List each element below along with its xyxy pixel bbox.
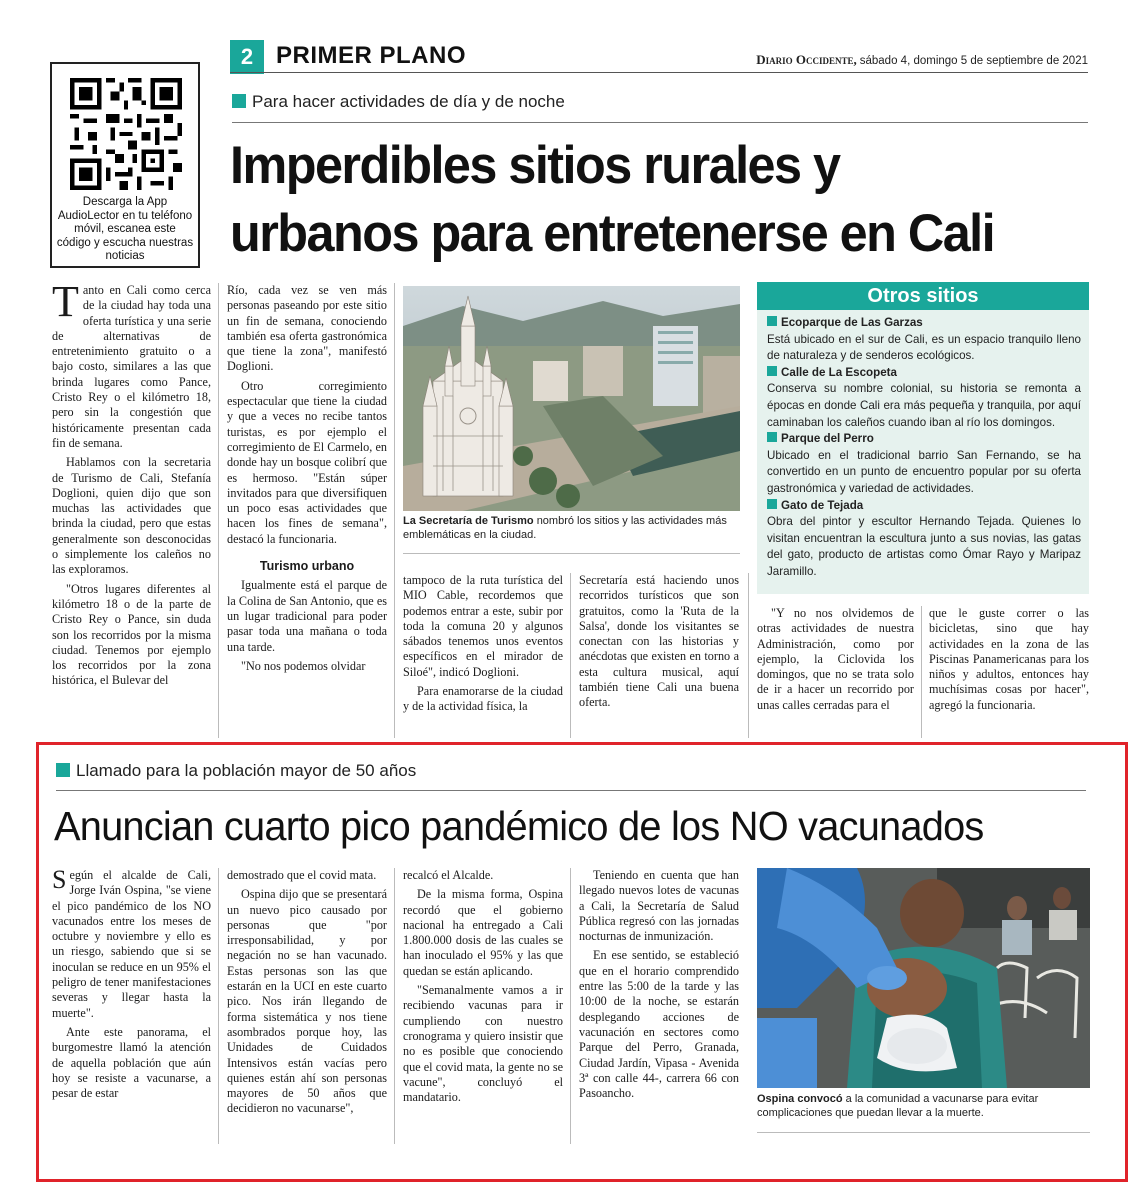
- sidebar-item: Ecoparque de Las Garzas Está ubicado en el sur de Cali, es un espacio tranquilo lleno de naturaleza y de senderos ecológicos.: [767, 316, 1081, 363]
- story1-kicker: Para hacer actividades de día y de noche: [232, 92, 565, 112]
- story2-column-3: recalcó el Alcalde. De la misma forma, Ospina recordó que el gobierno nacional ha entregado a Cali 1.800.000 dosis de las cuales se han inoculado el 95% y las que quedan se están aplicando. "Semanalmente vamos a ir recibiendo vacunas para ir cumpliendo con nuestro cronograma y quiero insistir que no es posible que conociendo que el covid mata, la gente no se vacune", concluyó el mandatario.: [403, 868, 563, 1105]
- section-title: PRIMER PLANO: [276, 42, 467, 69]
- column-divider: [921, 606, 922, 738]
- column-divider: [748, 573, 749, 738]
- column-divider: [394, 283, 395, 738]
- kicker-rule: [232, 122, 1088, 123]
- header-rule: [230, 72, 1088, 73]
- subhead-turismo-urbano: Turismo urbano: [259, 559, 355, 574]
- story2-kicker: Llamado para la población mayor de 50 años: [56, 761, 416, 781]
- column-divider: [394, 868, 395, 1144]
- story1-column-6: que le guste correr o las bicicletas, sino que hay actividades en la zona de las Piscinas Panamericanas para los niños y adultos, entonces hay muchísimas cosas por hacer", agregó la funcionaria.: [929, 606, 1089, 712]
- sidebar-list: [757, 310, 1089, 581]
- photo2-caption: Ospina convocó a la comunidad a vacunarse para evitar complicaciones que puedan llevar a la muerte.: [757, 1093, 1039, 1119]
- sidebar-item: Parque del Perro Ubicado en el tradicional barrio San Fernando, se ha convertido en un punto de encuentro popular por su oferta gastronómica y variedad de actividades.: [767, 432, 1081, 495]
- kicker-square-icon: [56, 763, 70, 777]
- caption-rule: [403, 553, 740, 554]
- story1-column-5: "Y no nos olvidemos de otras actividades de nuestra Administración, como por ejemplo, la Ciclovida los domingos, que no se trata solo de ir a hacer un recorrido por unas calles cerradas para el: [757, 606, 914, 712]
- dropcap: T: [52, 283, 79, 326]
- kicker-square-icon: [232, 94, 246, 108]
- story1-column-4: Secretaría está haciendo unos recorridos turísticos que son gratuitos, como la 'Ruta de la Salsa', donde los visitantes se conectan con las historias y anécdotas que existen en torno a esta cultura musical, aquí también tiene Cali una buena oferta.: [579, 573, 739, 710]
- story2-column-4: Teniendo en cuenta que han llegado nuevos lotes de vacunas a Cali, la Secretaría de Salud Pública regresó con las jornadas nocturnas de inmunización. En ese sentido, se estableció que en el horario comprendido entre las 5:00 de la tarde y las 10:00 de la noche, se estarán desplegando acciones de vacunación en sectores como Parque del Perro, Granada, Ciudad Jardín, Vipasa - Avenida 3ª con calle 44-, carrera 66 con Pasoancho.: [579, 868, 739, 1101]
- paper-name: Diario Occidente,: [756, 52, 857, 67]
- kicker-rule: [56, 790, 1086, 791]
- caption-rule: [757, 1132, 1090, 1133]
- story1-headline: Imperdibles sitios rurales y urbanos para entretenerse en Cali: [230, 136, 995, 263]
- story1-column-1: Tanto en Cali como cerca de la ciudad hay toda una oferta turística y una serie de alternativas de entretenimiento gratuito o a bajo costo, similares a las que brinda lugares como Pance, Cristo Rey o el kilómetro 18, pero sin la congestión que históricamente presentan cada fin de semana. Hablamos con la secretaria de Turismo de Cali, Stefanía Doglioni, quien dijo que son muchas las actividades que brinda la ciudad, pero que estas generalmente son desconocidas o simplemente los caleños no las exploramos. "Otros lugares diferentes al kilómetro 18 o de la parte de Cristo Rey o Pance, sin duda son los recorridos por la misma ciudad. Tenemos por ejemplo los recorridos por la zona histórica, el Bulevar del: [52, 283, 211, 688]
- otros-sitios-sidebar: [757, 282, 1089, 594]
- qr-code-image[interactable]: [70, 78, 182, 190]
- story2-column-2: demostrado que el covid mata. Ospina dijo que se presentará un nuevo pico causado por personas que "por irresponsabilidad, y por negación no se han vacunado. Estas personas son las que estarán en la UCI en este cuarto pico. Nos irán llegando de forma sistemática y nos tiene asombrados porque hoy, las Unidades de Cuidados Intensivos están vacías pero quienes están ahí son personas mayores de 50 años que decidieron no vacunarse",: [227, 868, 387, 1116]
- column-divider: [570, 868, 571, 1144]
- sidebar-item: Calle de La Escopeta Conserva su nombre colonial, su historia se remonta a épocas en donde Cali era más pequeña y tranquila, por aquí caminaban los caleños cuando iban al río los domingos.: [767, 365, 1081, 429]
- sidebar-title: Otros sitios: [757, 282, 1089, 310]
- story2-column-1: Según el alcalde de Cali, Jorge Iván Ospina, "se viene el pico pandémico de los NO vacunados entre los meses de octubre y noviembre y ello es un riesgo, sabiendo que si se inoculan se reduce en un 95% el peligro de tener manifestaciones severas y llegar hasta la muerte". Ante este panorama, el burgomestre llamó la atención de aquella población que aún hoy se resiste a vacunarse, a pesar de estar: [52, 868, 211, 1101]
- church-city-photo: [403, 286, 740, 511]
- sidebar-item: Gato de Tejada Obra del pintor y escultor Hernando Tejada. Quienes lo visitan encuentran la escultura junto a sus novias, las gatas del gato, producto de artistas como Ómar Rayo y Maripaz Jaramillo.: [767, 498, 1081, 578]
- column-divider: [218, 868, 219, 1144]
- story2-headline: Anuncian cuarto pico pandémico de los NO vacunados: [54, 803, 984, 849]
- vaccination-photo: [757, 868, 1090, 1088]
- audiolector-caption: Descarga la App AudioLector en tu teléfono móvil, escanea este código y escucha nuestras noticias: [56, 196, 194, 262]
- story1-column-3: tampoco de la ruta turística del MIO Cable, recordemos que podemos entrar a este, subir por toda la comuna 20 y algunos sábados tenemos unos eventos específicos en el mirador de Siloé", indicó Doglioni. Para enamorarse de la ciudad y de la actividad física, la: [403, 573, 563, 714]
- dropcap: S: [52, 868, 67, 894]
- header-dateline: [756, 52, 1088, 68]
- column-divider: [218, 283, 219, 738]
- photo1-caption: La Secretaría de Turismo nombró los sitios y las actividades más emblemáticas en la ciudad.: [403, 515, 727, 541]
- story1-column-2: Río, cada vez se ven más personas paseando por este sitio un fin de semana, conociendo también esa oferta gastronómica que tiene la zona", manifestó Doglioni. Otro corregimiento espectacular que tiene la ciudad y que a veces no recibe tantos turistas, es por ejemplo el corregimiento de El Carmelo, en donde hay un bosque colibrí que es hermoso. "Están súper invitados para que diversifiquen un poco esas actividades que hacen los fines de semana", destacó la funcionaria. Turismo urbano Igualmente está el parque de la Colina de San Antonio, que es un lugar tradicional para poder pasar toda una mañana o toda una tarde. "No nos podemos olvidar: [227, 283, 387, 673]
- audiolector-box: [50, 62, 200, 268]
- column-divider: [570, 573, 571, 738]
- edition-date: sábado 4, domingo 5 de septiembre de 2021: [859, 55, 1088, 67]
- page-number-badge: 2: [230, 40, 264, 74]
